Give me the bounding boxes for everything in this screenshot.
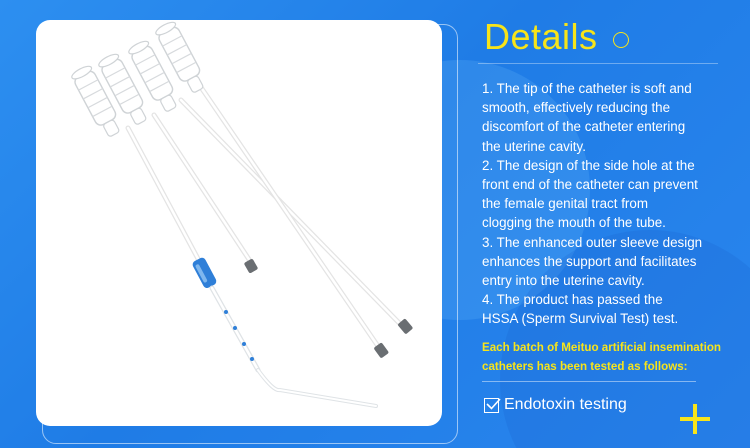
details-line: smooth, effectively reducing the xyxy=(482,100,671,116)
product-photo xyxy=(36,20,442,426)
circle-icon xyxy=(613,32,629,48)
page-title: Details xyxy=(484,16,598,57)
divider xyxy=(478,63,718,64)
details-line: discomfort of the catheter entering xyxy=(482,119,686,135)
batch-note-line: Each batch of Meituo artificial insemination xyxy=(482,341,721,354)
details-line: HSSA (Sperm Survival Test) test. xyxy=(482,311,679,327)
details-line: 1. The tip of the catheter is soft and xyxy=(482,81,692,96)
details-line: clogging the mouth of the tube. xyxy=(482,215,666,231)
details-line: 3. The enhanced outer sleeve design xyxy=(482,234,703,250)
details-line: enhances the support and facilitates xyxy=(482,253,697,269)
plus-icon[interactable] xyxy=(680,404,710,434)
details-line: the uterine cavity. xyxy=(482,138,586,154)
test-item-label: Endotoxin testing xyxy=(504,396,627,413)
details-line: the female genital tract from xyxy=(482,196,648,212)
divider xyxy=(482,381,696,382)
details-line: 2. The design of the side hole at the xyxy=(482,157,695,173)
batch-note-line: catheters has been tested as follows: xyxy=(482,359,688,373)
details-text xyxy=(482,79,742,329)
catheter-2 xyxy=(97,52,258,274)
details-line: 4. The product has passed the xyxy=(482,292,663,308)
checkbox-icon xyxy=(484,398,499,413)
catheter-4 xyxy=(154,20,389,359)
batch-note xyxy=(482,339,721,376)
test-item-endotoxin[interactable] xyxy=(484,396,627,414)
details-line: front end of the catheter can prevent xyxy=(482,177,698,193)
details-line: entry into the uterine cavity. xyxy=(482,273,645,289)
catheters-illustration xyxy=(36,20,442,426)
